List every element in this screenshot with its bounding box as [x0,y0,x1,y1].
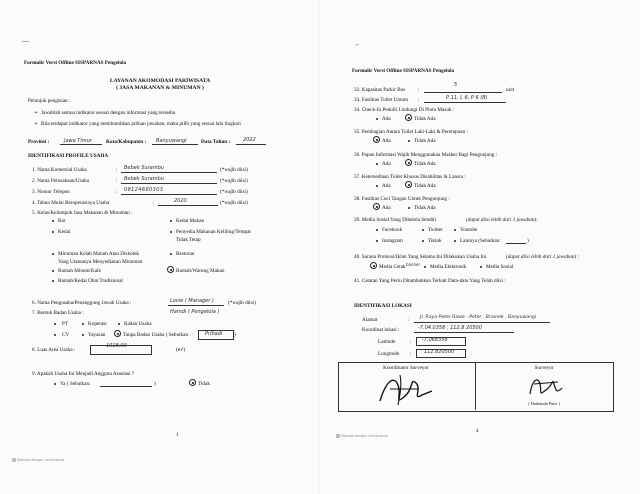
option-tidak-ada: Tidak Ada [414,183,436,189]
row-value: 2020 [174,198,187,204]
option-kelab-malam-cont: Yang Utamanya Menyediakan Minuman [58,259,143,265]
selected-circle-icon [405,159,412,166]
option-kedai-makan: Kedai Makan [176,218,205,224]
q39-label: 39. Media Sosial Yang Dikelola Sendiri [354,217,437,223]
q33-label: 33. Fasilitas Toilet Umum [354,97,409,103]
form-title: Formulir Versi Offline SISPARNAS Pengelola [24,60,127,66]
option-ya: Ya ( Sebutkan: [60,381,91,387]
alamat-value: Jl. Raya Peter Rawe - Peter , Bramek , Banyuwangi [420,315,537,320]
form-page-left: — Formulir Versi Offline SISPARNAS Pengelola LAYANAN AKOMODASI PARIWISATA ( JASA MAKANAN & MINUMAN ) Petunjuk pengisian : ➢ Jawablah semua indikator sesuai dengan informasi yang tersedia ➢ Bila terdapat indikator yang membutuhkan pilihan jawaban, maka pilih yang sesuai lalu lingkari Provinsi : Jawa Timur Kota/Kabupaten : Banyuwangi Data Tahun : 2022 IDENTIFIKASI PROFILE USAHA 1. Nama Komersial Usaha : Bebek Surambu (*wajib diisi) 2. Nama Perusahaan/Usaha : Bebek Surambu (*wajib diisi) 3. Nomor Telepon : 08124680303 (*wajib diisi) 4. Tahun Mulai Beroperasinya Usaha : 2020 (*wajib diisi) 5. Kelas/Kelompok Jasa Makanan & Minuman : Bar Kedai Minuman Kelab Malam Atau Diskotek Yang Utamanya Menyediakan Minuman Rumah Minum/Kafe Rumah/Kedai Obat Tradisional Kedai Makan Penyedia Makanan Keliling/Tempat Tidak Tetap Restoran Rumah/Warung Makan 6. Nama Pengusaha/Penanggung Jawab Usaha : Lovie ( Manager ) (*wajib diisi) 7. Bentuk Badan Usaha : Hamdi ( Pengelola ) PT Koperasi Badan Usaha CV Yayasan Tanpa Badan Usaha ( Sebutkan : Pribadi ) 8. Luas Area Usaha : 1018,00 (m²) 9. Apakah Usaha Ini Menjadi Anggota Asosiasi ? Ya ( Sebutkan: ) Tidak 1 Dipindai dengan CamScanner [0,0,318,494]
selected-circle-icon [405,114,412,121]
option-ada: Ada [382,138,391,144]
corner-mark: — [22,37,29,45]
option-rumah-minum: Rumah Minum/Kafe [58,268,102,274]
data-tahun-value: 2022 [243,137,256,143]
option-media-elektronik: Media Elektronik [430,264,467,270]
arrow-bullet-icon: ➢ [34,122,39,127]
selected-circle-icon [189,379,196,386]
form-page-right: ⌐ Formulir Versi Offline SISPARNAS Pengelola 32. Kapasitas Parkir Bus : 5 unit 33. Fasilitas Toilet Umum : P 11, L 6, P 6 (B) 34. Check-In Pedulli Lindungi Di Pintu Masuk : Ada Tidak Ada 35. Pembagian Antara Toilet Laki-Laki & Perempuan : Ada Tidak Ada 36. Papan Informasi Wajib Menggunakan Masker Bagi Pengunjung : Ada Tidak Ada 37. Ketersediaan Toilet Khusus Disabilitas & Lansia : Ada Tidak Ada 38. Fasilitas Cuci Tangan Untuk Pengunjung : Ada Tidak Ada 39. Media Sosial Yang Dikelola Sendiri (dapat diisi lebih dari 1 jawaban): Facebook Twitter Youtube Instagram Tiktok Lainnya (Sebutkan: ) 40. Sarana Promosi/Iklan Yang Selama Ini Dilakukan Usaha Ini (dapat diisi lebih dari 1 jawaban) : Media Cetak banner Media Elektronik Media Sosial 41. Catatan Yang Perlu Ditambahkan Terkait Data-data Yang Telah diisi : IDENTIFIKASI LOKASI Alamat : Jl. Raya Peter Rawe - Peter , Bramek , Banyuwangi Koordinat lokasi : -7.04.0358 ; 112.8 20500 Latitude : -7.068358 Longitude : 112.820500 Koordinator Surveyor Surveyor ( Hadzinda Putri ) 4 Dipindai dengan CamScanner [320,0,640,494]
q7-value: Hamdi ( Pengelola ) [170,309,220,315]
row-label: 3. Nomor Telepon [32,189,70,195]
q8-label: 8. Luas Area Usaha : [32,347,76,353]
kota-label: Kota/Kabupaten : [106,139,147,145]
latitude-label: Latitude [378,339,396,345]
q6-label: 6. Nama Pengusaha/Penanggung Jawab Usaha : [32,300,132,306]
q32-value: 5 [454,82,458,88]
q39-hint: (dapat diisi lebih dari 1 jawaban): [466,217,538,223]
q34-label: 34. Check-In Pedulli Lindungi Di Pintu Masuk : [354,107,455,113]
option-ada: Ada [382,205,391,211]
option-cv: CV [62,332,70,338]
option-obat-tradisional: Rumah/Kedai Obat Tradisional [58,278,123,284]
selected-circle-icon [114,330,121,337]
option-pt: PT [62,321,69,327]
option-restoran: Restoran [176,251,195,257]
row-required: (*wajib diisi) [220,178,248,184]
option-lainnya: Lainnya (Sebutkan: [460,238,501,244]
kota-value: Banyuwangi [156,138,187,144]
option-kedai: Kedai [58,229,71,235]
form-title: Formulir Versi Offline SISPARNAS Pengelola [352,68,455,74]
q38-label: 38. Fasilitas Cuci Tangan Untuk Pengunjung : [354,196,450,202]
q5-label: 5. Kelas/Kelompok Jasa Makanan & Minuman : [32,210,133,216]
q36-label: 36. Papan Informasi Wajib Menggunakan Masker Bagi Pengunjung : [354,152,498,158]
corner-mark: ⌐ [356,42,360,48]
q8-unit: (m²) [176,347,186,353]
option-media-cetak-note: banner [406,262,421,267]
surveyor-label: Surveyor [534,365,554,371]
row-value: 08124680303 [124,187,164,193]
option-tidak-ada: Tidak Ada [414,138,436,144]
option-warung-makan: Rumah/Warung Makan [176,268,225,274]
option-youtube: Youtube [460,227,478,233]
option-keliling-cont: Tidak Tetap [176,237,201,243]
q6-required: (*wajib diisi) [228,300,256,306]
row-label: 4. Tahun Mulai Beroperasinya Usaha [32,200,110,206]
row-required: (*wajib diisi) [220,167,248,173]
q35-label: 35. Pembagian Antara Toilet Laki-Laki & Perempuan : [354,129,468,135]
option-koperasi: Koperasi [88,321,107,327]
q32-unit: unit [506,87,515,93]
selected-circle-icon [373,136,380,143]
option-bar: Bar [58,218,66,224]
row-label: 1. Nama Komersial Usaha [32,167,87,173]
option-tanpa-badan-usaha: Tanpa Badan Usaha ( Sebutkan : [123,332,191,338]
option-kelab-malam: Minuman Kelab Malam Atau Diskotek [58,251,139,257]
option-tiktok: Tiktok [428,238,442,244]
q32-label: 32. Kapasitas Parkir Bus [354,87,406,93]
row-value: Bebek Surambu [124,176,164,182]
option-tidak: Tidak [198,381,210,387]
section-title-location: IDENTIFIKASI LOKASI [354,303,412,309]
option-tidak-ada: Tidak Ada [414,205,436,211]
selected-circle-icon [373,203,380,210]
section-title-profile: IDENTIFIKASI PROFILE USAHA [28,153,109,159]
selected-circle-icon [167,266,174,273]
q40-label: 40. Sarana Promosi/Iklan Yang Selama Ini Dilakukan Usaha Ini [354,254,487,260]
service-title: LAYANAN AKOMODASI PARIWISATA [109,78,211,84]
surveyor-signature [524,372,568,400]
q6-value: Lovie ( Manager ) [170,298,214,304]
provinsi-value: Jawa Timur [64,138,92,144]
option-tidak-ada: Tidak Ada [414,116,436,122]
q8-value: 1018,00 [106,343,127,349]
option-twitter: Twitter [428,227,443,233]
option-tidak-ada: Tidak Ada [414,161,436,167]
koordinat-value: -7.04.0358 ; 112.8 20500 [418,325,482,331]
longitude-label: Longitude [378,351,400,357]
data-tahun-label: Data Tahun : [201,139,231,145]
provinsi-label: Provinsi : [28,139,50,145]
row-value: Bebek Surambu [124,165,164,171]
selected-circle-icon [370,262,377,269]
surveyor-name: ( Hadzinda Putri ) [528,401,560,406]
option-badan-usaha: Badan Usaha [124,321,152,327]
camscanner-watermark: Dipindai dengan CamScanner [336,434,388,438]
q7-label: 7. Bentuk Badan Usaha : [32,310,84,316]
option-ada: Ada [382,161,391,167]
option-media-cetak: Media Cetak [379,264,406,270]
instruction-1: Jawablah semua indikator sesuai dengan informasi yang tersedia [41,110,176,116]
q7-sebutkan-value: Pribadi [205,331,223,337]
q41-label: 41. Catatan Yang Perlu Ditambahkan Terkait Data-data Yang Telah diisi : [354,278,506,284]
option-media-sosial: Media Sosial [486,264,514,270]
koordinator-signature [376,371,436,407]
q9-label: 9. Apakah Usaha Ini Menjadi Anggota Asosiasi ? [32,371,135,377]
instructions-label: Petunjuk pengisian : [28,98,71,104]
koordinator-label: Koordinator Surveyor [383,365,429,371]
camscanner-watermark: Dipindai dengan CamScanner [12,458,64,462]
option-instagram: Instagram [382,238,403,244]
page-number: 4 [476,428,479,434]
instruction-2: Bila terdapat indikator yang membutuhkan pilihan jawaban, maka pilih yang sesuai lalu lingkari [41,121,241,127]
arrow-bullet-icon: ➢ [34,111,39,116]
page-number: 1 [176,432,179,438]
q40-hint: (dapat diisi lebih dari 1 jawaban) : [506,254,580,260]
row-label: 2. Nama Perusahaan/Usaha [32,178,89,184]
q33-value: P 11, L 6, P 6 (B) [446,95,488,101]
row-required: (*wajib diisi) [220,200,248,206]
latitude-value: -7.068358 [422,337,448,343]
option-facebook: Facebook [382,227,403,233]
option-ada: Ada [382,116,391,122]
service-subtitle: ( JASA MAKANAN & MINUMAN ) [116,85,204,91]
option-ada: Ada [382,183,391,189]
koordinat-label: Koordinat lokasi : [362,327,400,333]
row-required: (*wajib diisi) [220,189,248,195]
option-keliling: Penyedia Makanan Keliling/Tempat [176,229,251,235]
option-yayasan: Yayasan [88,332,106,338]
longitude-value: 112.820500 [424,349,455,355]
selected-circle-icon [405,181,412,188]
alamat-label: Alamat [362,317,378,323]
q37-label: 37. Ketersediaan Toilet Khusus Disabilitas & Lansia : [354,174,466,180]
